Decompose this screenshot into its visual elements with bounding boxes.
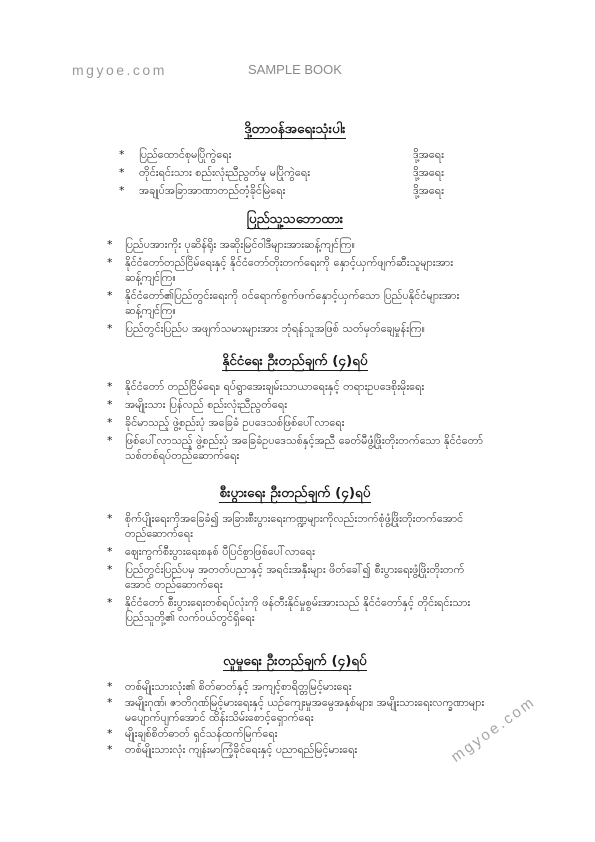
- economic-list: [105, 511, 485, 625]
- section-heading: နိုင်ငံရေး ဦးတည်ချက် (၄)ရပ်: [222, 353, 368, 369]
- bullet-icon: *: [119, 184, 125, 197]
- list-item: * နိုင်ငံတော် တည်ငြိမ်ရေး၊ ရပ်ရွာအေးချမ်းသာယာရေးနှင့် တရားဥပဒေစိုးမိုးရေး: [107, 380, 425, 393]
- section-political-objectives: [105, 352, 485, 466]
- section-social-objectives: [105, 652, 485, 758]
- bullet-icon: *: [107, 256, 113, 269]
- section-duties: [105, 120, 485, 201]
- list-item: * ပြည်ထောင်စုမပြိုကွဲရေး ဒို့အရေး: [119, 148, 444, 161]
- list-item: * နိုင်ငံတော် စီးပွားရေးတစ်ရပ်လုံးကို ဖန်တီးနိုင်မှုစွမ်းအားသည် နိုင်ငံတော်နှင့် တိုင်းရင်းသား ပြည်သူတို့၏ လက်ဝယ်တွင်ရှိရေး: [107, 596, 471, 624]
- section-economic-objectives: [105, 484, 485, 628]
- list-item: * ပြည်တွင်းပြည်ပမှ အတတ်ပညာနှင့် အရင်းအနှီးများ ဖိတ်ခေါ်၍ စီးပွားရေးဖွံ့ဖြိုးတိုးတက်အောင် တည်ဆောက်ရေး: [107, 563, 465, 591]
- bullet-icon: *: [107, 696, 113, 709]
- list-item: * အချုပ်အခြာအာဏာတည်တံ့ခိုင်မြဲရေး ဒို့အရေး: [119, 184, 444, 197]
- list-item: * စိုက်ပျိုးရေးကိုအခြေခံ၍ အခြားစီးပွားရေးကဏ္ဍများကိုလည်းဘက်စုံဖွံ့ဖြိုးတိုးတက်အောင် တည်ဆောက်ရေး: [107, 512, 464, 540]
- section-heading: လူမှုရေး ဦးတည်ချက် (၄)ရပ်: [223, 653, 367, 669]
- section-public-stance: [105, 210, 485, 339]
- list-item: * တစ်မျိုးသားလုံး ကျန်းမာကြံ့ခိုင်ရေးနှင့် ပညာရည်မြင့်မားရေး: [107, 743, 358, 756]
- section-heading: စီးပွားရေး ဦးတည်ချက် (၄)ရပ်: [219, 485, 371, 501]
- list-item: * ပြည်ပအားကိုး ပုဆိန်ရိုး အဆိုးမြင်ဝါဒီများအားဆန့်ကျင်ကြ။: [107, 238, 355, 251]
- duties-list: [105, 147, 485, 198]
- list-item: * တစ်မျိုးသားလုံး၏ စိတ်ဓာတ်နှင့် အကျင့်စာရိတ္တမြင့်မားရေး: [107, 680, 352, 693]
- list-item: * ဖြစ်ပေါ်လာသည့် ဖွဲ့စည်းပုံ အခြေခံဥပဒေသစ်နှင့်အညီ ခေတ်မီဖွံ့ဖြိုးတိုးတက်သော နိုင်ငံတော်သစ်တစ်ရပ်တည်ဆောက်ရေး: [107, 434, 483, 462]
- section-heading: ဒို့တာဝန်အရေးသုံးပါး: [244, 121, 346, 137]
- list-item: * အမျိုးသား ပြန်လည် စည်းလုံးညီညွတ်ရေး: [107, 398, 287, 411]
- list-item: * နိုင်ငံတော်တည်ငြိမ်ရေးနှင့် နိုင်ငံတော်တိုးတက်ရေးကို နှောင့်ယှက်ဖျက်ဆီးသူများအား ဆန့်ကျင်ကြ။: [107, 256, 453, 284]
- list-item: * မျိုးချစ်စိတ်ဓာတ် ရှင်သန်ထက်မြက်ရေး: [107, 727, 278, 740]
- stance-list: [105, 237, 485, 336]
- bullet-icon: *: [107, 322, 113, 335]
- watermark-diagonal: mgyoe.com: [448, 693, 539, 766]
- list-item: * အမျိုးဂုဏ်၊ ဇာတိဂုဏ်မြင့်မားရေးနှင့် ယဉ်ကျေးမှုအမွေအနှစ်များ၊ အမျိုးသားရေးလက္ခဏာများ မပျောက်ပျက်အောင် ထိန်းသိမ်းစောင့်ရှောက်ရေး: [107, 696, 485, 724]
- political-list: [105, 379, 485, 463]
- list-item: * ဈေးကွက်စီးပွားရေးစနစ် ပီပြင်စွာဖြစ်ပေါ်လာရေး: [107, 545, 315, 558]
- bullet-icon: *: [107, 416, 113, 429]
- bullet-icon: *: [107, 289, 113, 302]
- section-heading: ပြည်သူ့သဘောထား: [246, 211, 344, 227]
- bullet-icon: *: [107, 238, 113, 251]
- bullet-icon: *: [107, 743, 113, 756]
- bullet-icon: *: [107, 545, 113, 558]
- bullet-icon: *: [107, 380, 113, 393]
- bullet-icon: *: [119, 148, 125, 161]
- bullet-icon: *: [107, 434, 113, 447]
- watermark-top: mgyoe.com: [72, 62, 167, 78]
- list-item: * တိုင်းရင်းသား စည်းလုံးညီညွတ်မှု မပြိုကွဲရေး ဒို့အရေး: [119, 166, 444, 179]
- bullet-icon: *: [107, 563, 113, 576]
- bullet-icon: *: [119, 166, 125, 179]
- bullet-icon: *: [107, 727, 113, 740]
- bullet-icon: *: [107, 512, 113, 525]
- social-list: [105, 679, 485, 757]
- list-item: * နိုင်ငံတော်၏ပြည်တွင်းရေးကို ဝင်ရောက်စွက်ဖက်နှောင့်ယှက်သော ပြည်ပနိုင်ငံများအား ဆန့်ကျင်ကြ။: [107, 289, 460, 317]
- list-item: * ပြည်တွင်းပြည်ပ အဖျက်သမားများအား ဘုံရန်သူအဖြစ် သတ်မှတ်ချေမှုန်းကြ။: [107, 322, 425, 335]
- bullet-icon: *: [107, 680, 113, 693]
- sample-book-label: SAMPLE BOOK: [248, 62, 342, 77]
- bullet-icon: *: [107, 398, 113, 411]
- bullet-icon: *: [107, 596, 113, 609]
- list-item: * ခိုင်မာသည့် ဖွဲ့စည်းပုံ အခြေခံ ဥပဒေသစ်ဖြစ်ပေါ်လာရေး: [107, 416, 345, 429]
